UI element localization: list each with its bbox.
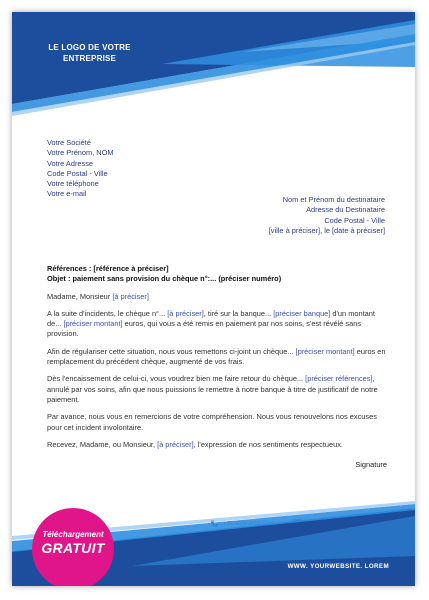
p1-text-3: d'un montant de... [47, 308, 375, 329]
p5-placeholder-1: [à préciser] [157, 439, 194, 449]
p3-text-1: Dès l'encaissement de celui-ci, vous voudrez bien me faire retour du chèque... [47, 374, 306, 384]
badge-line-1: Téléchargement [42, 530, 104, 539]
website-url[interactable]: WWW. YOURWEBSITE. LOREM [287, 563, 389, 570]
sender-address: Votre Adresse [47, 158, 94, 168]
sender-company: Votre Société [47, 138, 91, 147]
references-line: Références : [référence à préciser] [47, 264, 169, 273]
logo-line-2: ENTREPRISE [62, 54, 117, 63]
recipient-address: Adresse du Destinataire [306, 205, 385, 215]
p2-text-2: euros en remplacement du précédent chèque, augmenté de vos frais. [47, 346, 386, 367]
paragraph-5 [47, 440, 387, 450]
salutation-text: Madame, Monsieur [47, 291, 113, 301]
salutation-placeholder: [à préciser] [112, 291, 149, 301]
company-logo-text [32, 42, 147, 64]
p1-text-1: A la suite d'incidents, le chèque n°... [47, 308, 168, 318]
salutation [47, 292, 387, 302]
p1-text-2: , tiré sur la banque... [203, 308, 274, 318]
place-date: [ville à préciser], le [date à préciser] [268, 225, 385, 235]
p5-text-1: Recevez, Madame, ou Monsieur, [47, 439, 158, 449]
recipient-block [269, 195, 385, 236]
p1-placeholder-3: [préciser montant] [63, 319, 123, 329]
sender-postal-city: Code Postal - Ville [47, 168, 108, 178]
references-block [47, 264, 387, 285]
sender-email: Votre e-mail [47, 189, 87, 199]
letter-body [47, 264, 387, 470]
free-download-badge[interactable] [32, 508, 114, 586]
recipient-postal-city: Code Postal - Ville [324, 215, 385, 225]
logo-line-1: LE LOGO DE VOTRE [48, 43, 131, 52]
p1-text-4: euros, qui vous a été remis en paiement par nos soins, s'est révélé sans provision. [47, 319, 362, 339]
p5-text-2: , l'expression de nos sentiments respectueux. [193, 439, 343, 449]
p1-placeholder-2: [préciser banque] [273, 308, 331, 318]
paragraph-2 [47, 347, 387, 368]
letter-page [12, 12, 415, 586]
header-banner [12, 12, 415, 122]
p3-text-2: , annulé par vos soins, afin que nous puissions le remettre à notre banque à titre de justificatif de notre paiement. [47, 374, 378, 404]
signature: Signature [355, 460, 387, 470]
sender-name: Votre Prénom, NOM [47, 148, 114, 158]
paragraph-4: Par avance, nous vous en remercions de votre compréhension. Nous vous renouvelons nos excuses pour cet incident involontaire. [47, 412, 377, 432]
p2-text-1: Afin de régulariser cette situation, nous vous remettons ci-joint un chèque... [47, 346, 296, 356]
subject-line: Objet : paiement sans provision du chèque n°:... (préciser numéro) [47, 274, 282, 284]
p3-placeholder-1: [préciser références] [305, 374, 373, 384]
paragraph-3 [47, 374, 387, 405]
p2-placeholder-1: [préciser montant] [295, 346, 355, 356]
sender-block [47, 138, 114, 200]
sender-phone: Votre téléphone [47, 179, 99, 189]
paragraph-1 [47, 309, 387, 340]
recipient-name: Nom et Prénom du destinataire [282, 195, 385, 204]
p1-placeholder-1: [à préciser] [167, 308, 204, 318]
badge-line-2: GRATUIT [41, 540, 105, 556]
